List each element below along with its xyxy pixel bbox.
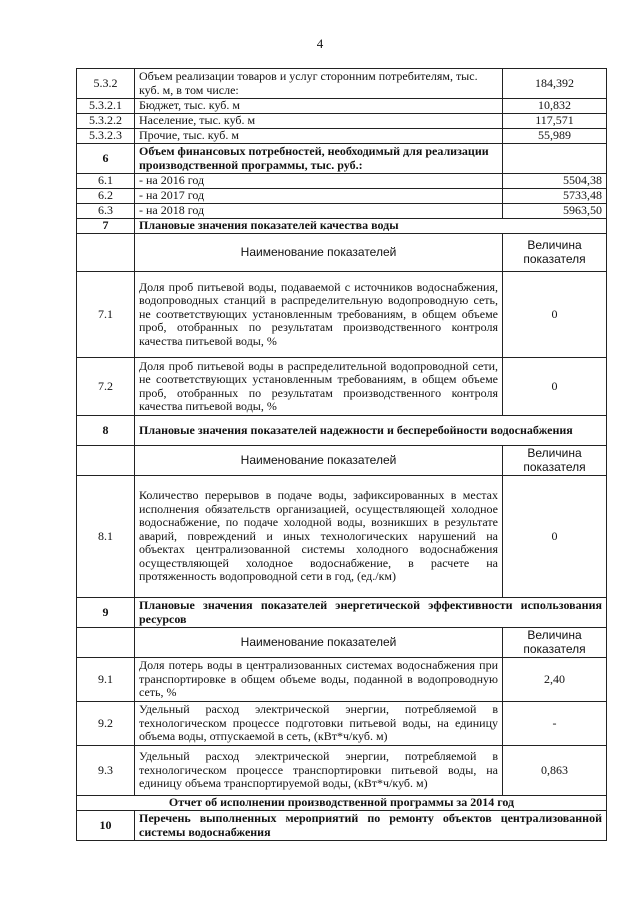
table-row [77, 114, 607, 129]
row-text: Доля потерь воды в централизованных системах водоснабжения при транспортировке в общем объеме воды, поданной в водопроводную сеть, % [135, 658, 503, 702]
row-value: 0 [503, 358, 607, 416]
row-number [77, 446, 135, 476]
column-header-value: Величина показателя [503, 234, 607, 272]
row-number: 7 [77, 219, 135, 234]
row-number: 6.2 [77, 189, 135, 204]
row-number: 6.1 [77, 174, 135, 189]
section-title: Плановые значения показателей надежности и бесперебойности водоснабжения [135, 416, 607, 446]
row-value: 0 [503, 272, 607, 358]
section-title: Плановые значения показателей энергетической эффективности использования ресурсов [135, 598, 607, 628]
row-text: Бюджет, тыс. куб. м [135, 99, 503, 114]
table-row [77, 174, 607, 189]
row-value: 0,863 [503, 746, 607, 796]
row-text: - на 2016 год [135, 174, 503, 189]
row-text: Доля проб питьевой воды в распределительной водопроводной сети, не соответствующих установленным требованиям, в общем объеме проб, отобранных по результатам производственного контроля качества питьевой воды, % [135, 358, 503, 416]
row-value: 5963,50 [503, 204, 607, 219]
row-number: 5.3.2.3 [77, 129, 135, 144]
row-value: 2,40 [503, 658, 607, 702]
table-row [77, 628, 607, 658]
row-text: Объем финансовых потребностей, необходимый для реализации производственной программы, тыс. руб.: [135, 144, 503, 174]
row-number: 7.2 [77, 358, 135, 416]
row-value: 5504,38 [503, 174, 607, 189]
row-number: 6 [77, 144, 135, 174]
row-value [503, 144, 607, 174]
table-row [77, 234, 607, 272]
table-row [77, 204, 607, 219]
row-text: Доля проб питьевой воды, подаваемой с источников водоснабжения, водопроводных станций в распределительную водопроводную сеть, не соответствующих установленным требованиям, в общем объеме проб, отобранных по результатам производственного контроля качества питьевой воды, % [135, 272, 503, 358]
row-number: 9 [77, 598, 135, 628]
row-number: 6.3 [77, 204, 135, 219]
table-row [77, 69, 607, 99]
column-header-name: Наименование показателей [135, 628, 503, 658]
table-row [77, 189, 607, 204]
table-row [77, 446, 607, 476]
table-row [77, 811, 607, 841]
row-text: Удельный расход электрической энергии, потребляемой в технологическом процессе подготовки питьевой воды, на единицу объема воды, отпускаемой в сеть, (кВт*ч/куб. м) [135, 702, 503, 746]
program-table [76, 68, 607, 841]
row-value: 5733,48 [503, 189, 607, 204]
section-title: Плановые значения показателей качества воды [135, 219, 607, 234]
row-value: 117,571 [503, 114, 607, 129]
row-number: 8.1 [77, 476, 135, 598]
table-row [77, 99, 607, 114]
table-row [77, 144, 607, 174]
row-text: Прочие, тыс. куб. м [135, 129, 503, 144]
row-number: 9.1 [77, 658, 135, 702]
row-text: Удельный расход электрической энергии, потребляемой в технологическом процессе транспортировки питьевой воды, на единицу объема транспортируемой воды, (кВт*ч/куб. м) [135, 746, 503, 796]
page-number: 4 [316, 36, 324, 51]
row-value: 55,989 [503, 129, 607, 144]
report-heading: Отчет об исполнении производственной программы за 2014 год [77, 796, 607, 811]
row-number: 10 [77, 811, 135, 841]
row-text: - на 2018 год [135, 204, 503, 219]
table-row [77, 796, 607, 811]
row-text: Количество перерывов в подаче воды, зафиксированных в местах исполнения обязательств организацией, осуществляющей холодное водоснабжение, по подаче холодной воды, возникших в результате аварий, повреждений и иных технологических нарушений на объектах централизованной системы холодного водоснабжения осуществляющей холодное водоснабжение, в расчете на протяженность водопроводной сети в год, (ед./км) [135, 476, 503, 598]
row-value: - [503, 702, 607, 746]
table-row [77, 598, 607, 628]
column-header-value: Величина показателя [503, 628, 607, 658]
row-text: Объем реализации товаров и услуг сторонним потребителям, тыс. куб. м, в том числе: [135, 69, 503, 99]
table-row [77, 129, 607, 144]
row-number: 5.3.2.2 [77, 114, 135, 129]
table-row [77, 416, 607, 446]
column-header-name: Наименование показателей [135, 234, 503, 272]
row-number: 7.1 [77, 272, 135, 358]
table-row [77, 219, 607, 234]
row-number: 8 [77, 416, 135, 446]
table-row [77, 476, 607, 598]
row-value: 0 [503, 476, 607, 598]
row-number: 9.2 [77, 702, 135, 746]
row-number: 5.3.2 [77, 69, 135, 99]
row-number [77, 234, 135, 272]
row-value: 184,392 [503, 69, 607, 99]
table-row [77, 702, 607, 746]
row-value: 10,832 [503, 99, 607, 114]
table-row [77, 358, 607, 416]
column-header-value: Величина показателя [503, 446, 607, 476]
column-header-name: Наименование показателей [135, 446, 503, 476]
row-number: 5.3.2.1 [77, 99, 135, 114]
row-number: 9.3 [77, 746, 135, 796]
table-row [77, 658, 607, 702]
row-number [77, 628, 135, 658]
row-text: Население, тыс. куб. м [135, 114, 503, 129]
row-text: - на 2017 год [135, 189, 503, 204]
table-row [77, 746, 607, 796]
table-row [77, 272, 607, 358]
section-title: Перечень выполненных мероприятий по ремонту объектов централизованной системы водоснабжения [135, 811, 607, 841]
